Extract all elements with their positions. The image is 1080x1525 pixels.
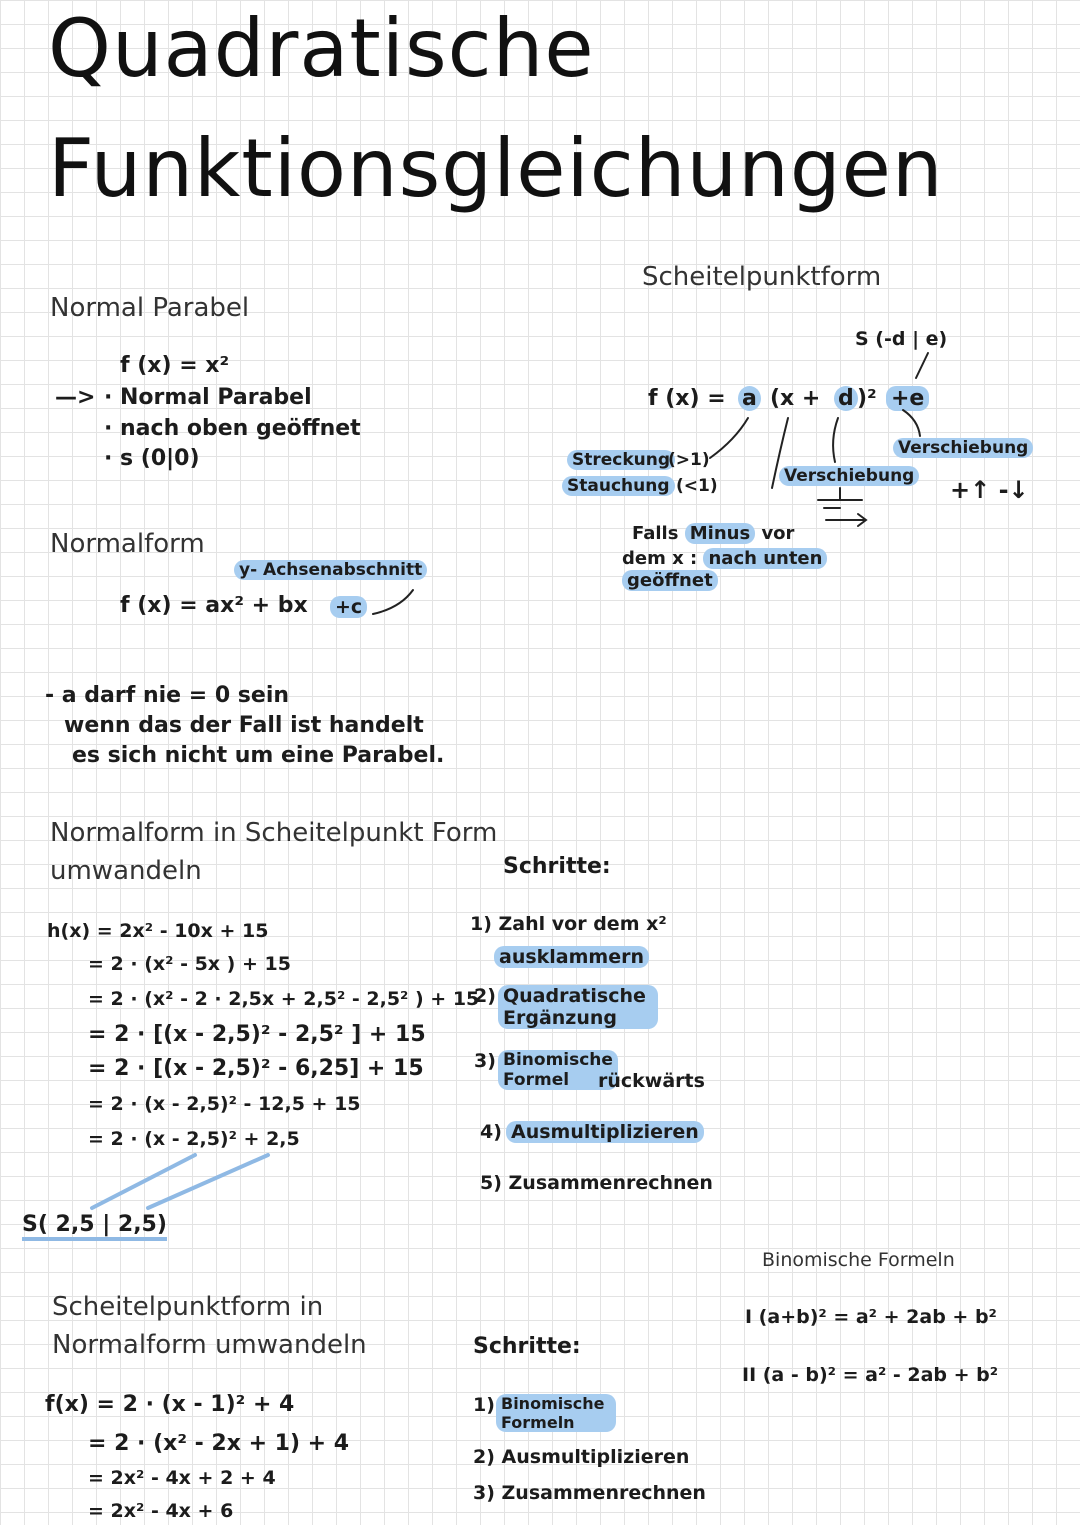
- verschiebung-plus-icon: [818, 488, 862, 500]
- calc2-line-2: = 2 · (x² - 2x + 1) + 4: [88, 1431, 350, 1456]
- step-4-num: 4): [480, 1121, 502, 1143]
- step-1-text: Zahl vor dem x²: [498, 913, 667, 935]
- step-5-text: Zusammenrechnen: [508, 1172, 713, 1194]
- minus-note-6: geöffnet: [622, 570, 718, 591]
- step-1-highlight: ausklammern: [494, 946, 649, 968]
- calc-line-4: = 2 · [(x - 2,5)² - 2,5² ] + 15: [88, 1022, 426, 1047]
- stauchung-label: Stauchung: [562, 476, 675, 496]
- step-3-num: 3): [474, 1050, 496, 1072]
- vertex-connector: [916, 353, 928, 378]
- normal-parabel-heading: Normal Parabel: [50, 293, 250, 323]
- normalform-note-1: - a darf nie = 0 sein: [45, 683, 290, 708]
- umwandeln2-heading-2: Normalform umwandeln: [52, 1330, 367, 1360]
- calc2-line-1: f(x) = 2 · (x - 1)² + 4: [45, 1392, 295, 1417]
- step-4-highlight: Ausmultiplizieren: [506, 1121, 704, 1143]
- normal-parabel-point-3: · s (0|0): [104, 446, 200, 471]
- step-3-text: rückwärts: [598, 1070, 705, 1092]
- step2-1-highlight: Binomische Formeln: [496, 1394, 616, 1432]
- spf-bracket-open: (x +: [770, 386, 821, 411]
- streckung-label: Streckung: [567, 450, 675, 470]
- calc-line-6: = 2 · (x - 2,5)² - 12,5 + 15: [88, 1093, 361, 1115]
- normal-parabel-point-2: · nach oben geöffnet: [104, 416, 361, 441]
- normalform-formula: f (x) = ax² + bx: [120, 593, 308, 618]
- normalform-note-3: es sich nicht um eine Parabel.: [72, 743, 445, 768]
- minus-note-3: vor: [761, 523, 795, 544]
- umwandeln1-heading-1: Normalform in Scheitelpunkt Form: [50, 818, 498, 848]
- y-achsenabschnitt-label: y- Achsenabschnitt: [234, 560, 427, 580]
- calc-line-7: = 2 · (x - 2,5)² + 2,5: [88, 1128, 300, 1150]
- calc2-line-4: = 2x² - 4x + 6: [88, 1500, 234, 1522]
- arrow-icon: —>: [55, 385, 96, 410]
- spf-a: a: [738, 386, 761, 411]
- step-2-highlight: Quadratische Ergänzung: [498, 985, 658, 1029]
- spf-formula-prefix: f (x) =: [648, 386, 726, 411]
- normal-parabel-point-1: · Normal Parabel: [104, 385, 312, 410]
- d-connector: [833, 418, 838, 462]
- vertex-label: S (-d | e): [855, 328, 948, 350]
- step2-2-text: Ausmultiplizieren: [501, 1446, 690, 1468]
- streckung-condition: (>1): [668, 450, 710, 470]
- umwandeln1-heading-2: umwandeln: [50, 856, 202, 886]
- right-arrow-icon: [826, 514, 866, 526]
- calc-line-3: = 2 · (x² - 2 · 2,5x + 2,5² - 2,5² ) + 15: [88, 988, 480, 1010]
- spf-bracket-close: )²: [857, 386, 877, 411]
- step2-2-num: 2): [473, 1446, 495, 1468]
- title-line-2: Funktionsgleichungen: [48, 122, 944, 215]
- normal-parabel-formula: f (x) = x²: [120, 353, 230, 378]
- binomische-heading: Binomische Formeln: [762, 1249, 955, 1271]
- vertex-line-2: [148, 1155, 268, 1208]
- step2-3-num: 3): [473, 1482, 495, 1504]
- binomische-formula-1: I (a+b)² = a² + 2ab + b²: [745, 1306, 997, 1328]
- verschiebung-horizontal: Verschiebung: [779, 466, 919, 486]
- stauchung-condition: (<1): [676, 476, 718, 496]
- step-5-num: 5): [480, 1172, 502, 1194]
- calc-line-1: h(x) = 2x² - 10x + 15: [47, 920, 269, 942]
- binomische-formula-2: II (a - b)² = a² - 2ab + b²: [742, 1364, 999, 1386]
- step2-1-num: 1): [473, 1394, 495, 1416]
- calc-line-5: = 2 · [(x - 2,5)² - 6,25] + 15: [88, 1056, 424, 1081]
- normalform-c: +c: [330, 596, 367, 618]
- step-1-num: 1): [470, 913, 492, 935]
- normalform-note-2: wenn das der Fall ist handelt: [64, 713, 424, 738]
- spf-d: d: [834, 386, 858, 411]
- spf-e: +e: [886, 386, 929, 411]
- minus-note-1: Falls: [632, 523, 679, 544]
- verschiebung-h-connector: [772, 418, 788, 488]
- vertical-arrows-icon: +↑ -↓: [950, 476, 1029, 504]
- umwandeln2-heading-1: Scheitelpunktform in: [52, 1292, 324, 1322]
- e-connector: [903, 410, 920, 436]
- step-2-num: 2): [474, 985, 496, 1007]
- c-connector: [373, 590, 413, 614]
- vertex-line-1: [92, 1155, 195, 1208]
- normalform-heading: Normalform: [50, 529, 205, 559]
- step2-3-text: Zusammenrechnen: [501, 1482, 706, 1504]
- vertex-result: S( 2,5 | 2,5): [22, 1212, 167, 1241]
- verschiebung-vertical: Verschiebung: [893, 438, 1033, 458]
- minus-note-5: nach unten: [703, 548, 827, 569]
- minus-note-4: dem x :: [622, 548, 698, 569]
- step-3-highlight: Binomische Formel: [498, 1050, 618, 1090]
- umwandeln2-steps-title: Schritte:: [473, 1334, 581, 1359]
- umwandeln1-steps-title: Schritte:: [503, 854, 611, 879]
- streckung-connector: [710, 418, 748, 458]
- scheitelpunktform-heading: Scheitelpunktform: [642, 262, 882, 292]
- title-line-1: Quadratische: [48, 2, 595, 95]
- calc-line-2: = 2 · (x² - 5x ) + 15: [88, 953, 291, 975]
- calc2-line-3: = 2x² - 4x + 2 + 4: [88, 1467, 276, 1489]
- minus-note-2: Minus: [685, 523, 755, 544]
